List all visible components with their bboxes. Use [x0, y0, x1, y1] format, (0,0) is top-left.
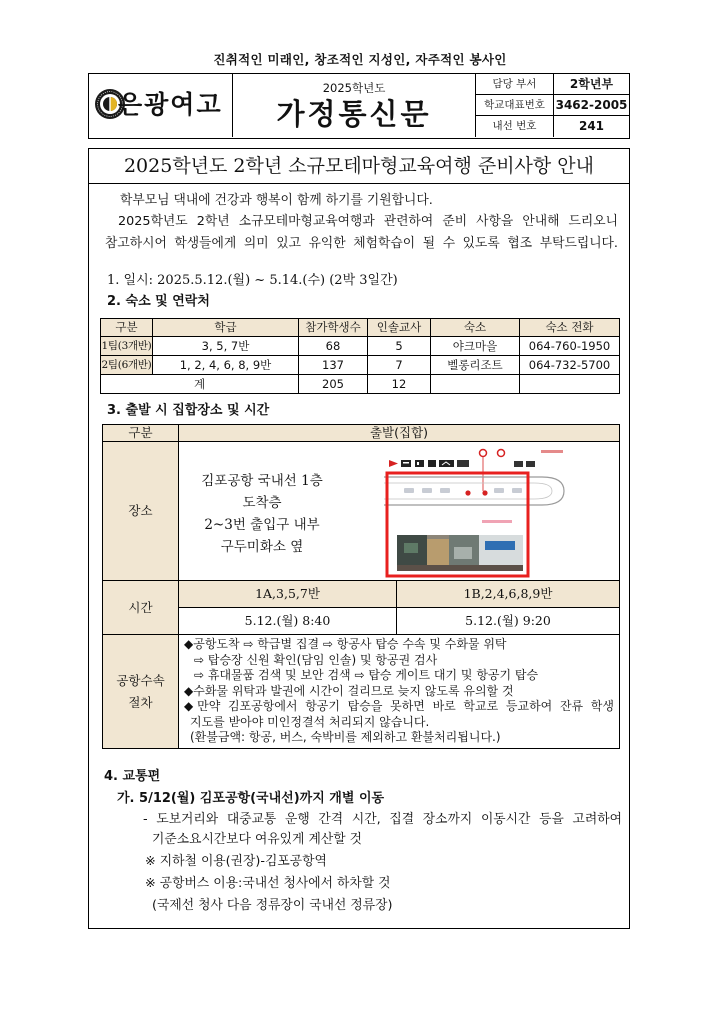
lodging-cell: 벨롱리조트	[431, 356, 520, 375]
teachers-cell: 7	[368, 356, 431, 375]
column-header: 출발(집합)	[179, 425, 620, 442]
info-value: 241	[578, 119, 605, 133]
intro-line: 참고하시어 학생들에게 의미 있고 유익한 체험학습이 될 수 있도록 협조 부탁드립니다.	[105, 236, 618, 251]
group-classes: 1B,2,4,6,8,9반	[397, 581, 620, 608]
procedure-cell	[179, 635, 620, 749]
procedure-line: ◆만약 김포공항에서 항공기 탑승을 못하면 바로 학교로 등교하여 잔류 학생	[184, 699, 614, 713]
time-value-row	[103, 608, 620, 635]
transport-line: (국제선 청사 다음 정류장이 국내선 정류장)	[152, 898, 393, 913]
teachers-cell: 5	[368, 337, 431, 356]
departure-table	[102, 424, 620, 749]
total-teachers: 12	[368, 375, 431, 394]
info-value: 3462-2005	[555, 98, 628, 112]
procedure-line: ◆공항도착 ⇨ 학급별 집결 ⇨ 항공사 탑승 수속 및 수화물 위탁	[184, 637, 507, 651]
place-row	[103, 442, 620, 581]
schedule-item: 1. 일시: 2025.5.12.(월) ~ 5.14.(수) (2박 3일간)	[107, 273, 398, 288]
document-type: 가정통신문	[276, 97, 432, 131]
procedure-label	[103, 635, 179, 749]
lodging-cell: 야크마을	[431, 337, 520, 356]
transport-heading: 4. 교통편	[104, 769, 161, 784]
procedure-line: ⇨ 휴대물품 검색 및 보안 검색 ⇨ 탑승 게이트 대기 및 항공기 탑승	[194, 668, 539, 682]
procedure-label-line: 절차	[128, 694, 153, 710]
column-header: 구분	[101, 319, 153, 337]
group-classes: 1A,3,5,7반	[179, 581, 397, 608]
procedure-line: ◆수화물 위탁과 발권에 시간이 걸리므로 늦지 않도록 유의할 것	[184, 683, 514, 698]
procedure-line: 지도를 받아야 미인정결석 처리되지 않습니다.	[190, 714, 430, 729]
lodging-table	[100, 318, 620, 394]
place-line: 2~3번 출입구 내부	[204, 517, 320, 533]
procedure-row	[103, 635, 620, 749]
transport-line: - 도보거리와 대중교통 운행 간격 시간, 집결 장소까지 이동시간 등을 고려하여	[143, 812, 622, 827]
greeting: 학부모님 댁내에 건강과 행복이 함께 하기를 기원합니다.	[120, 193, 433, 208]
column-header: 학급	[153, 319, 299, 337]
school-name: 은광여고	[118, 90, 223, 119]
transport-subheading: 가. 5/12(월) 김포공항(국내선)까지 개별 이동	[117, 791, 385, 806]
info-value: 2학년부	[569, 77, 614, 91]
column-header: 숙소	[431, 319, 520, 337]
column-header: 구분	[103, 425, 179, 442]
procedure-label-line: 공항수속	[116, 672, 165, 688]
document-title-block	[233, 74, 475, 137]
table-row	[101, 356, 620, 375]
table-row	[101, 337, 620, 356]
group-time: 5.12.(월) 8:40	[179, 608, 397, 635]
class-cell: 1, 2, 4, 6, 8, 9반	[153, 356, 299, 375]
students-cell: 68	[299, 337, 368, 356]
time-header-row	[103, 581, 620, 608]
class-cell: 3, 5, 7반	[153, 337, 299, 356]
school-year: 2025학년도	[322, 81, 386, 95]
meeting-place-text	[179, 470, 345, 558]
terminal-map-image	[384, 447, 569, 579]
empty-cell	[520, 375, 620, 394]
lodging-heading: 2. 숙소 및 연락처	[107, 294, 210, 309]
procedure-line: ⇨ 탑승장 신원 확인(담임 인솔) 및 항공권 검사	[194, 652, 438, 667]
notice-title: 2025학년도 2학년 소규모테마형교육여행 준비사항 안내	[89, 149, 629, 184]
school-logo-block	[89, 74, 233, 137]
table-header-row	[101, 319, 620, 337]
transport-line: ※ 공항버스 이용:국내선 청사에서 하차할 것	[145, 876, 391, 891]
place-label: 장소	[103, 442, 179, 581]
departure-heading: 3. 출발 시 집합장소 및 시간	[107, 403, 270, 418]
total-students: 205	[299, 375, 368, 394]
total-label: 계	[101, 375, 299, 394]
info-label: 학교대표번호	[476, 95, 554, 115]
group-time: 5.12.(월) 9:20	[397, 608, 620, 635]
school-motto: 진취적인 미래인, 창조적인 지성인, 자주적인 봉사인	[213, 52, 507, 67]
column-header: 숙소 전화	[520, 319, 620, 337]
procedure-line: (환불금액: 항공, 버스, 숙박비를 제외하고 환불처리됩니다.)	[190, 730, 501, 744]
students-cell: 137	[299, 356, 368, 375]
empty-cell	[431, 375, 520, 394]
intro-line: 2025학년도 2학년 소규모테마형교육여행과 관련하여 준비 사항을 안내해 드리오니	[118, 214, 618, 229]
phone-cell: 064-760-1950	[520, 337, 620, 356]
place-cell	[179, 442, 620, 581]
table-header-row	[103, 425, 620, 442]
total-row	[101, 375, 620, 394]
contact-info-table	[475, 74, 629, 137]
place-line: 도착층	[242, 495, 282, 511]
newsletter-header	[88, 73, 630, 139]
info-row	[476, 74, 629, 95]
column-header: 인솔교사	[368, 319, 431, 337]
transport-line: ※ 지하철 이용(권장)-김포공항역	[145, 854, 327, 869]
phone-cell: 064-732-5700	[520, 356, 620, 375]
team-cell: 2팀(6개반)	[101, 356, 153, 375]
team-cell: 1팀(3개반)	[101, 337, 153, 356]
info-row	[476, 116, 629, 137]
info-label: 담당 부서	[476, 74, 554, 94]
place-line: 김포공항 국내선 1층	[201, 473, 323, 489]
place-line: 구두미화소 옆	[220, 539, 304, 555]
info-row	[476, 95, 629, 116]
transport-line: 기준소요시간보다 여유있게 계산할 것	[152, 832, 362, 847]
info-label: 내선 번호	[476, 116, 554, 137]
time-label: 시간	[103, 581, 179, 635]
column-header: 참가학생수	[299, 319, 368, 337]
